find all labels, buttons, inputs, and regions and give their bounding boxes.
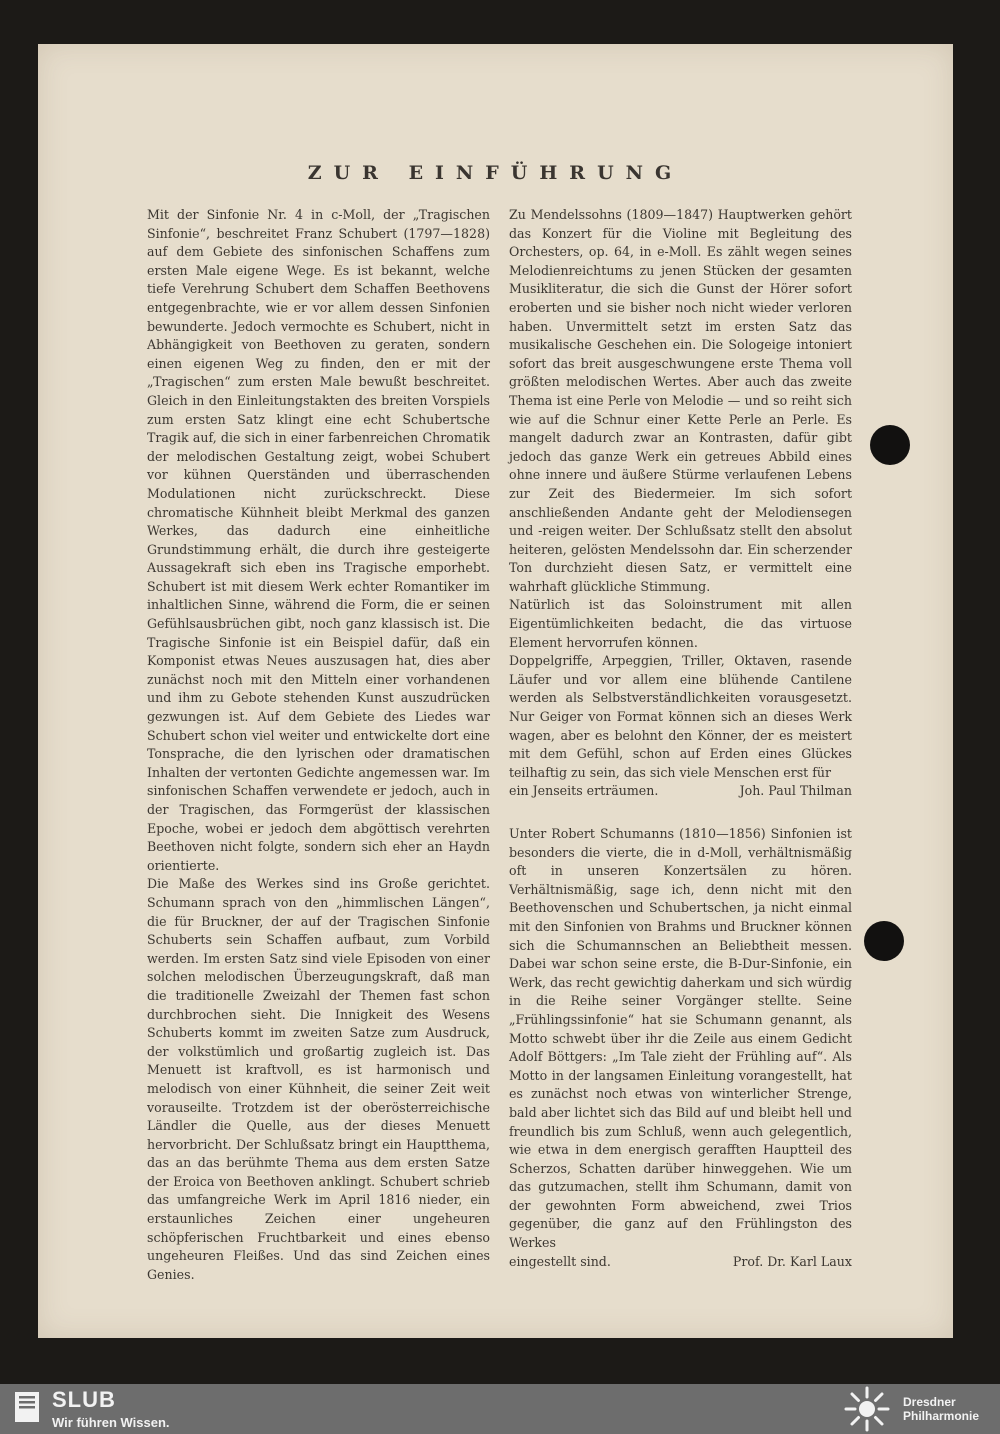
mendelssohn-paragraph-3: Doppelgriffe, Arpeggien, Triller, Oktaven, rasende Läufer und vor allem eine blühende Cantilene werden als Selbstverständlichkeiten vorausgesetzt. Nur Geiger von Format können sich an dieses Werk wagen, aber es belohnt den Könner, der es meistert mit dem Gefühl, schon auf Erden eines Glückes teilhaftig zu sein, das sich viele Menschen erst für (509, 653, 852, 780)
punch-hole (870, 425, 910, 465)
mendelssohn-paragraph-2: Natürlich ist das Soloinstrument mit allen Eigentümlichkeiten bedacht, die das virtuose Element hervorrufen können. (509, 597, 852, 650)
author-signature: Prof. Dr. Karl Laux (732, 1253, 852, 1269)
author-signature: Joh. Paul Thilman (739, 783, 852, 799)
philharmonie-line-2: Philharmonie (903, 1409, 980, 1423)
schubert-paragraph-1: Mit der Sinfonie Nr. 4 in c-Moll, der „Tragischen Sinfonie“, beschreitet Franz Schubert (1797—1828) auf dem Gebiete des sinfonischen Schaffens zum ersten Male eigene Wege. Es ist bekannt, welche tiefe Verehrung Schubert dem Schaffen Beethovens entgegenbrachte, wie er vor allem dessen Sinfonien bewunderte. Jedoch vermochte es Schubert, nicht in Abhängigkeit von Beethoven zu geraten, sondern einen eigenen Weg zu finden, den er mit der „Tragischen“ zum ersten Male bewußt beschreitet. Gleich in den Einleitungstakten des breiten Vorspiels zum ersten Satz klingt eine echt Schubertsche Tragik auf, die sich in einer farbenreichen Chromatik der melodischen Gestaltung zeigt, wobei Schubert vor kühnen Querständen und überraschenden Modulationen nicht zurückschreckt. Diese chromatische Kühnheit bleibt Merkmal des ganzen Werkes, das dadurch eine einheitliche Grundstimmung erhält, die durch ihre gesteigerte Aussagekraft sich eben ins Tragische emporhebt. Schubert ist mit diesem Werk echter Romantiker im inhaltlichen Sinne, während die Form, die er seinen Gefühlsausbrüchen gibt, noch ganz klassisch ist. Die Tragische Sinfonie ist ein Beispiel dafür, daß ein Komponist etwas Neues auszusagen hat, dies aber zunächst noch mit den Mitteln einer vorhandenen und ihm zu Gebote stehenden Kunst auszudrücken gezwungen ist. Auf dem Gebiete des Liedes war Schubert schon viel weiter und entwickelte dort eine Tonsprache, die den lyrischen oder dramatischen Inhalten der vertonten Gedichte angemessen war. Im sinfonischen Schaffen verwendete er jedoch, auch in der Tragischen, das Formgerüst der klassischen Epoche, wobei er jedoch dem abgöttisch verehrten Beethoven nicht folgte, sondern sich eher an Haydn orientierte. (147, 207, 490, 873)
right-column (509, 206, 852, 1271)
schumann-paragraph: Unter Robert Schumanns (1810—1856) Sinfonien ist besonders die vierte, die in d-Moll, verhältnismäßig oft in unseren Konzertsälen zu hören. Verhältnismäßig, sage ich, denn nicht mit den Beethovenschen und Schubertschen, ja nicht einmal mit den Sinfonien von Brahms und Bruckner können sich die Schumannschen an Beliebtheit messen. Dabei war schon seine erste, die B-Dur-Sinfonie, ein Werk, das recht gewichtig daherkam und sich würdig in die Reihe seiner Vorgänger stellte. Seine „Frühlingssinfonie“ hat sie Schumann genannt, als Motto schwebt über ihr die Zeile aus einem Gedicht Adolf Böttgers: „Im Tale zieht der Frühling auf“. Als Motto in der langsamen Einleitung vorangestellt, hat es zunächst noch etwas von winterlicher Strenge, bald aber lichtet sich das Bild auf und bleibt hell und freundlich bis zum Schluß, wenn auch gelegentlich, wie etwa in dem energisch gerafften Hauptteil des Scherzos, Schatten darüber hinweggehen. Wie um das gutzumachen, stellt ihm Schumann, damit von der gewohnten Form abweichend, zwei Trios gegenüber, die ganz auf den Frühlingston des Werkes (509, 826, 852, 1251)
left-column (147, 206, 490, 1284)
mendelssohn-signature-line (509, 782, 852, 801)
mendelssohn-last-line: ein Jenseits erträumen. (509, 783, 659, 799)
mendelssohn-paragraph-1: Zu Mendelssohns (1809—1847) Hauptwerken gehört das Konzert für die Violine mit Begleitung des Orchesters, op. 64, in e-Moll. Es zählt wegen seines Melodienreichtums zu jenen Stücken der gesamten Musikliteratur, die sich die Gunst der Hörer sofort eroberten und sie bisher noch nicht wieder verloren haben. Unvermittelt setzt im ersten Satz das musikalische Geschehen ein. Die Sologeige intoniert sofort das breit ausgeschwungene erste Thema voll größten melodischen Wertes. Aber auch das zweite Thema ist eine Perle von Melodie — und so reiht sich wie auf die Schnur einer Kette Perle an Perle. Es mangelt dadurch zwar an Kontrasten, dafür gibt jedoch das ganze Werk ein getreues Abbild eines ohne innere und äußere Stürme verlaufenen Lebens zur Zeit des Biedermeier. Im sich sofort anschließenden Andante geht der Melodiensegen und -reigen weiter. Der Schlußsatz stellt den absolut heiteren, gelösten Mendelssohn dar. Ein scherzender Ton durchzieht diesen Satz, er vermittelt eine wahrhaft glückliche Stimmung. (509, 207, 852, 594)
philharmonie-logo-icon[interactable] (842, 1384, 892, 1434)
schumann-last-line: eingestellt sind. (509, 1253, 611, 1269)
philharmonie-line-1: Dresdner (903, 1395, 956, 1409)
slub-slogan: Wir führen Wissen. (52, 1415, 170, 1430)
slub-name[interactable]: SLUB (52, 1387, 116, 1412)
footer-bar (0, 1384, 1000, 1434)
philharmonie-name[interactable] (903, 1395, 979, 1423)
schumann-signature-line (509, 1253, 852, 1272)
slub-logo-icon[interactable] (12, 1390, 42, 1424)
punch-hole (864, 921, 904, 961)
schubert-paragraph-2: Die Maße des Werkes sind ins Große gerichtet. Schumann sprach von den „himmlischen Längen“, die für Bruckner, der auf der Tragischen Sinfonie Schuberts sein Schaffen aufbaut, zum Vorbild werden. Im ersten Satz sind viele Episoden von einer solchen melodischen Überzeugungskraft, daß man die traditionelle Zweizahl der Themen fast schon durchbrochen sieht. Die Innigkeit des Wesens Schuberts kommt im zweiten Satze zum Ausdruck, der volkstümlich und großartig zugleich ist. Das Menuett ist kraftvoll, es ist harmonisch und melodisch von einer Kühnheit, die seiner Zeit weit vorauseilte. Trotzdem ist der oberösterreichische Ländler die Quelle, aus der dieses Menuett hervorbricht. Der Schlußsatz bringt ein Hauptthema, das an das berühmte Thema aus dem ersten Satze der Eroica von Beethoven anklingt. Schubert schrieb das umfangreiche Werk im April 1816 nieder, ein erstaunliches Zeichen einer ungeheuren schöpferischen Fruchtbarkeit und eines ebenso ungeheuren Fleißes. Und das sind Zeichen eines Genies. (147, 876, 490, 1282)
page-title: ZUR EINFÜHRUNG (307, 162, 684, 184)
document-page (38, 44, 953, 1338)
